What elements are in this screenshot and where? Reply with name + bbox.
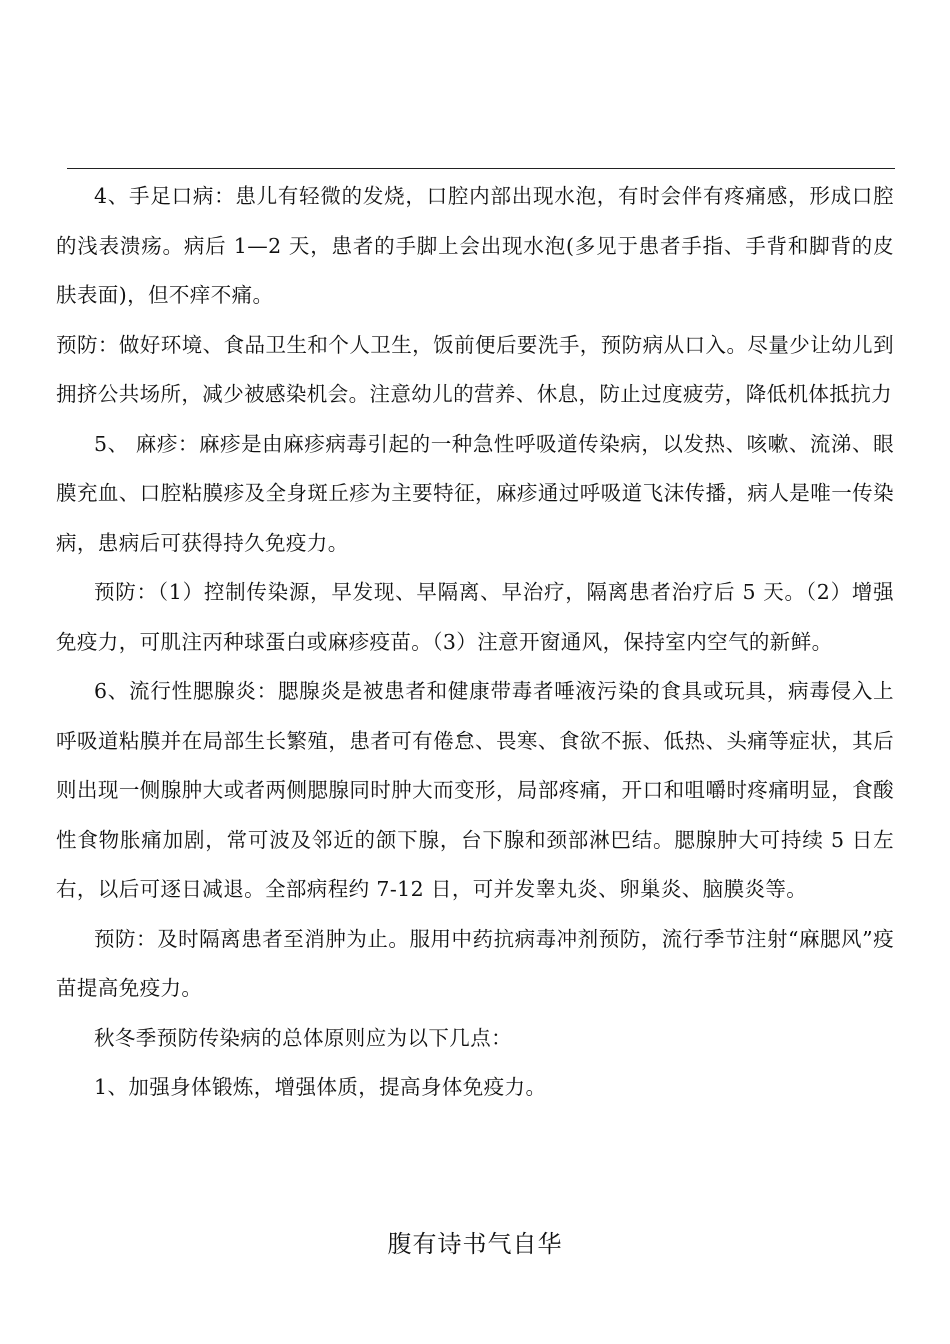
paragraph-principles-intro: 秋冬季预防传染病的总体原则应为以下几点：: [94, 1025, 512, 1050]
paragraph-hfmd: 4、手足口病：患儿有轻微的发烧，口腔内部出现水泡，有时会伴有疼痛感，形成口腔的浅表溃疡。病后 1—2 天，患者的手脚上会出现水泡(多见于患者手指、手背和脚背的皮肤表面)，但不痒不痛。: [56, 184, 894, 307]
document-body: [56, 172, 894, 1113]
header-rule: [67, 168, 895, 169]
paragraph-measles: 5、 麻疹：麻疹是由麻疹病毒引起的一种急性呼吸道传染病，以发热、咳嗽、流涕、眼膜充血、口腔粘膜疹及全身斑丘疹为主要特征，麻疹通过呼吸道飞沫传播，病人是唯一传染病，患病后可获得持久免疫力。: [56, 431, 894, 555]
paragraph-mumps-prevention: 预防：及时隔离患者至消肿为止。服用中药抗病毒冲剂预防，流行季节注射“麻腮风”疫苗提高免疫力。: [56, 926, 894, 1000]
paragraph-measles-prevention: 预防：（1）控制传染源，早发现、早隔离、早治疗，隔离患者治疗后 5 天。（2）增强免疫力，可肌注丙种球蛋白或麻疹疫苗。（3）注意开窗通风，保持室内空气的新鲜。: [56, 580, 894, 654]
paragraph-mumps: 6、流行性腮腺炎：腮腺炎是被患者和健康带毒者唾液污染的食具或玩具，病毒侵入上呼吸道粘膜并在局部生长繁殖，患者可有倦怠、畏寒、食欲不振、低热、头痛等症状，其后则出现一侧腺肿大或者两侧腮腺同时肿大而变形，局部疼痛，开口和咀嚼时疼痛明显，食酸性食物胀痛加剧，常可波及邻近的颌下腺，台下腺和颈部淋巴结。腮腺肿大可持续 5 日左右，以后可逐日减退。全部病程约 7-12 日，可并发睾丸炎、卵巢炎、脑膜炎等。: [56, 679, 894, 901]
page-footer: 腹有诗书气自华: [387, 1230, 563, 1258]
paragraph-principle-1: 1、加强身体锻炼，增强体质，提高身体免疫力。: [94, 1075, 547, 1099]
paragraph-hfmd-prevention: 预防：做好环境、食品卫生和个人卫生，饭前便后要洗手，预防病从口入。尽量少让幼儿到拥挤公共场所，减少被感染机会。注意幼儿的营养、休息，防止过度疲劳，降低机体抵抗力: [56, 332, 894, 406]
